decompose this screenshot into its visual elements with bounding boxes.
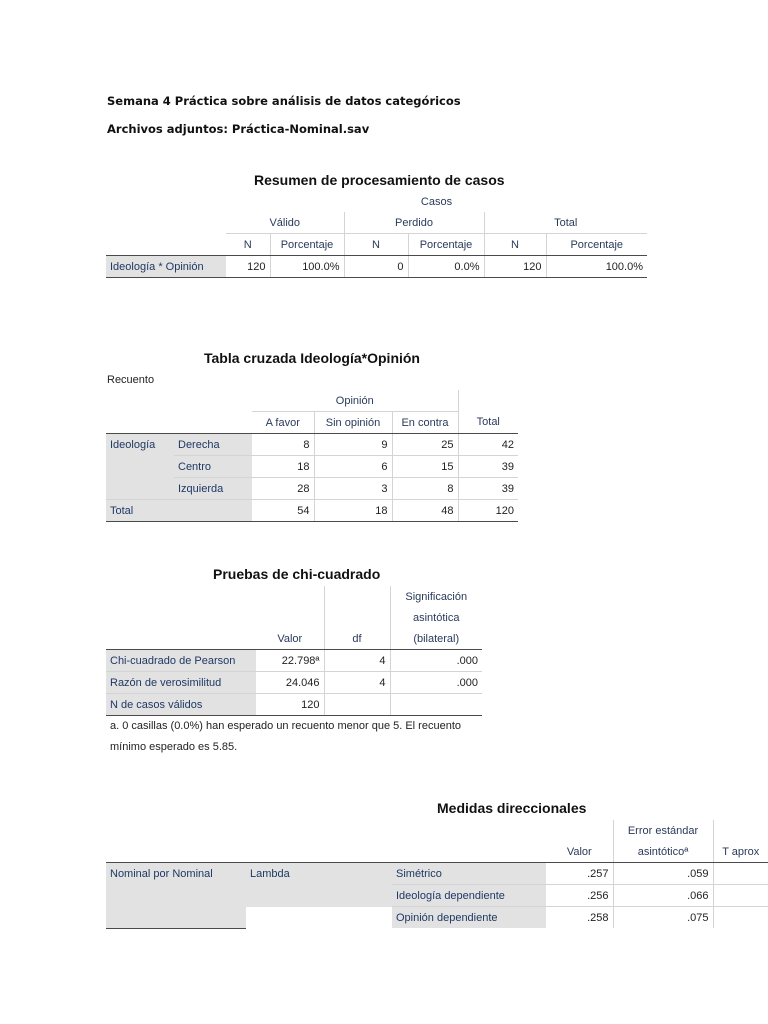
cell: .075 — [613, 907, 713, 929]
col-t-aprox: T aprox — [713, 841, 768, 863]
subheader-porcentaje: Porcentaje — [408, 234, 484, 256]
cell — [390, 694, 482, 716]
cell: 28 — [252, 478, 314, 500]
cell: .257 — [546, 863, 613, 885]
cell: 4 — [324, 672, 390, 694]
cell: .258 — [587, 911, 609, 924]
cell-total-n: 120 — [484, 256, 546, 278]
cell: 8 — [392, 478, 458, 500]
row-label-ideologia-dep: Ideología dependiente — [392, 885, 546, 907]
cell: .059 — [613, 863, 713, 885]
subheader-porcentaje: Porcentaje — [270, 234, 344, 256]
row-label-derecha: Derecha — [174, 434, 252, 456]
chi-square-title: Pruebas de chi-cuadrado — [213, 566, 381, 582]
row-group-ideologia: Ideología — [106, 434, 174, 456]
cell: 3 — [314, 478, 392, 500]
cell: .000 — [390, 650, 482, 672]
col-a-favor: A favor — [252, 412, 314, 434]
subheader-n: N — [344, 234, 408, 256]
row-label-izquierda: Izquierda — [174, 478, 252, 500]
cell: 18 — [314, 500, 392, 522]
cell: 22.798ª — [256, 650, 324, 672]
cell-missing-n: 0 — [344, 256, 408, 278]
col-df: df — [324, 628, 390, 650]
cell: .000 — [390, 672, 482, 694]
directional-title: Medidas direccionales — [437, 800, 587, 816]
cell: .066 — [613, 885, 713, 907]
cell — [713, 907, 768, 929]
row-label-pearson: Chi-cuadrado de Pearson — [106, 650, 256, 672]
col-en-contra: En contra — [392, 412, 458, 434]
opinion-header: Opinión — [252, 390, 458, 412]
cell: 24.046 — [256, 672, 324, 694]
cell-total-pct: 100.0% — [546, 256, 647, 278]
cell: 120 — [458, 500, 518, 522]
cell: 54 — [252, 500, 314, 522]
row-label-total: Total — [106, 500, 252, 522]
casos-header: Casos — [420, 195, 453, 208]
cell: 48 — [392, 500, 458, 522]
cell-missing-pct: 0.0% — [408, 256, 484, 278]
col-total: Total — [458, 412, 518, 434]
col-valor: Valor — [256, 628, 324, 650]
row-label-opinion-dep: Opinión dependiente — [392, 907, 546, 929]
chi-square-footnote-2: mínimo esperado es 5.85. — [110, 741, 238, 753]
col-valor: Valor — [546, 841, 613, 863]
cell: 6 — [314, 456, 392, 478]
cell-valid-pct: 100.0% — [270, 256, 344, 278]
col-asintotico: asintóticoª — [613, 841, 713, 863]
cell — [324, 694, 390, 716]
row-label-n-casos: N de casos válidos — [106, 694, 256, 716]
group-valido: Válido — [226, 212, 344, 234]
cell: .256 — [546, 885, 613, 907]
attachments-line: Archivos adjuntos: Práctica-Nominal.sav — [107, 122, 370, 136]
crosstab-table — [106, 390, 518, 522]
crosstab-subtitle: Recuento — [107, 374, 155, 386]
directional-table — [106, 820, 768, 929]
subheader-n: N — [484, 234, 546, 256]
col-bilateral: (bilateral) — [390, 628, 482, 650]
chi-square-table — [106, 586, 482, 716]
cell: 120 — [256, 694, 324, 716]
case-summary-table — [106, 191, 647, 278]
crosstab-title: Tabla cruzada Ideología*Opinión — [204, 350, 420, 366]
col-error-estandar: Error estándar — [613, 820, 713, 841]
col-asintotica: asintótica — [390, 607, 482, 628]
row-label-razon: Razón de verosimilitud — [106, 672, 256, 694]
cell: 4 — [324, 650, 390, 672]
col-significacion: Significación — [390, 586, 482, 607]
cell: 18 — [252, 456, 314, 478]
cell: 15 — [392, 456, 458, 478]
col-sin-opinion: Sin opinión — [314, 412, 392, 434]
subheader-n: N — [226, 234, 270, 256]
cell — [713, 885, 768, 907]
row-label-simetrico: Simétrico — [392, 863, 546, 885]
cell: 42 — [458, 434, 518, 456]
document-heading: Semana 4 Práctica sobre análisis de datos categóricos — [107, 94, 461, 108]
cell: 9 — [314, 434, 392, 456]
group-total: Total — [484, 212, 647, 234]
cell: 8 — [252, 434, 314, 456]
group-perdido: Perdido — [344, 212, 484, 234]
case-summary-title: Resumen de procesamiento de casos — [254, 172, 505, 188]
subheader-porcentaje: Porcentaje — [546, 234, 647, 256]
cell: 39 — [458, 478, 518, 500]
cell-valid-n: 120 — [226, 256, 270, 278]
row-label-centro: Centro — [174, 456, 252, 478]
cell: 39 — [458, 456, 518, 478]
cell: 25 — [392, 434, 458, 456]
measure-lambda: Lambda — [246, 863, 392, 885]
row-group-nominal: Nominal por Nominal — [106, 863, 246, 885]
chi-square-footnote-1: a. 0 casillas (0.0%) han esperado un recuento menor que 5. El recuento — [110, 720, 461, 732]
row-label: Ideología * Opinión — [106, 256, 226, 278]
cell — [713, 863, 768, 885]
